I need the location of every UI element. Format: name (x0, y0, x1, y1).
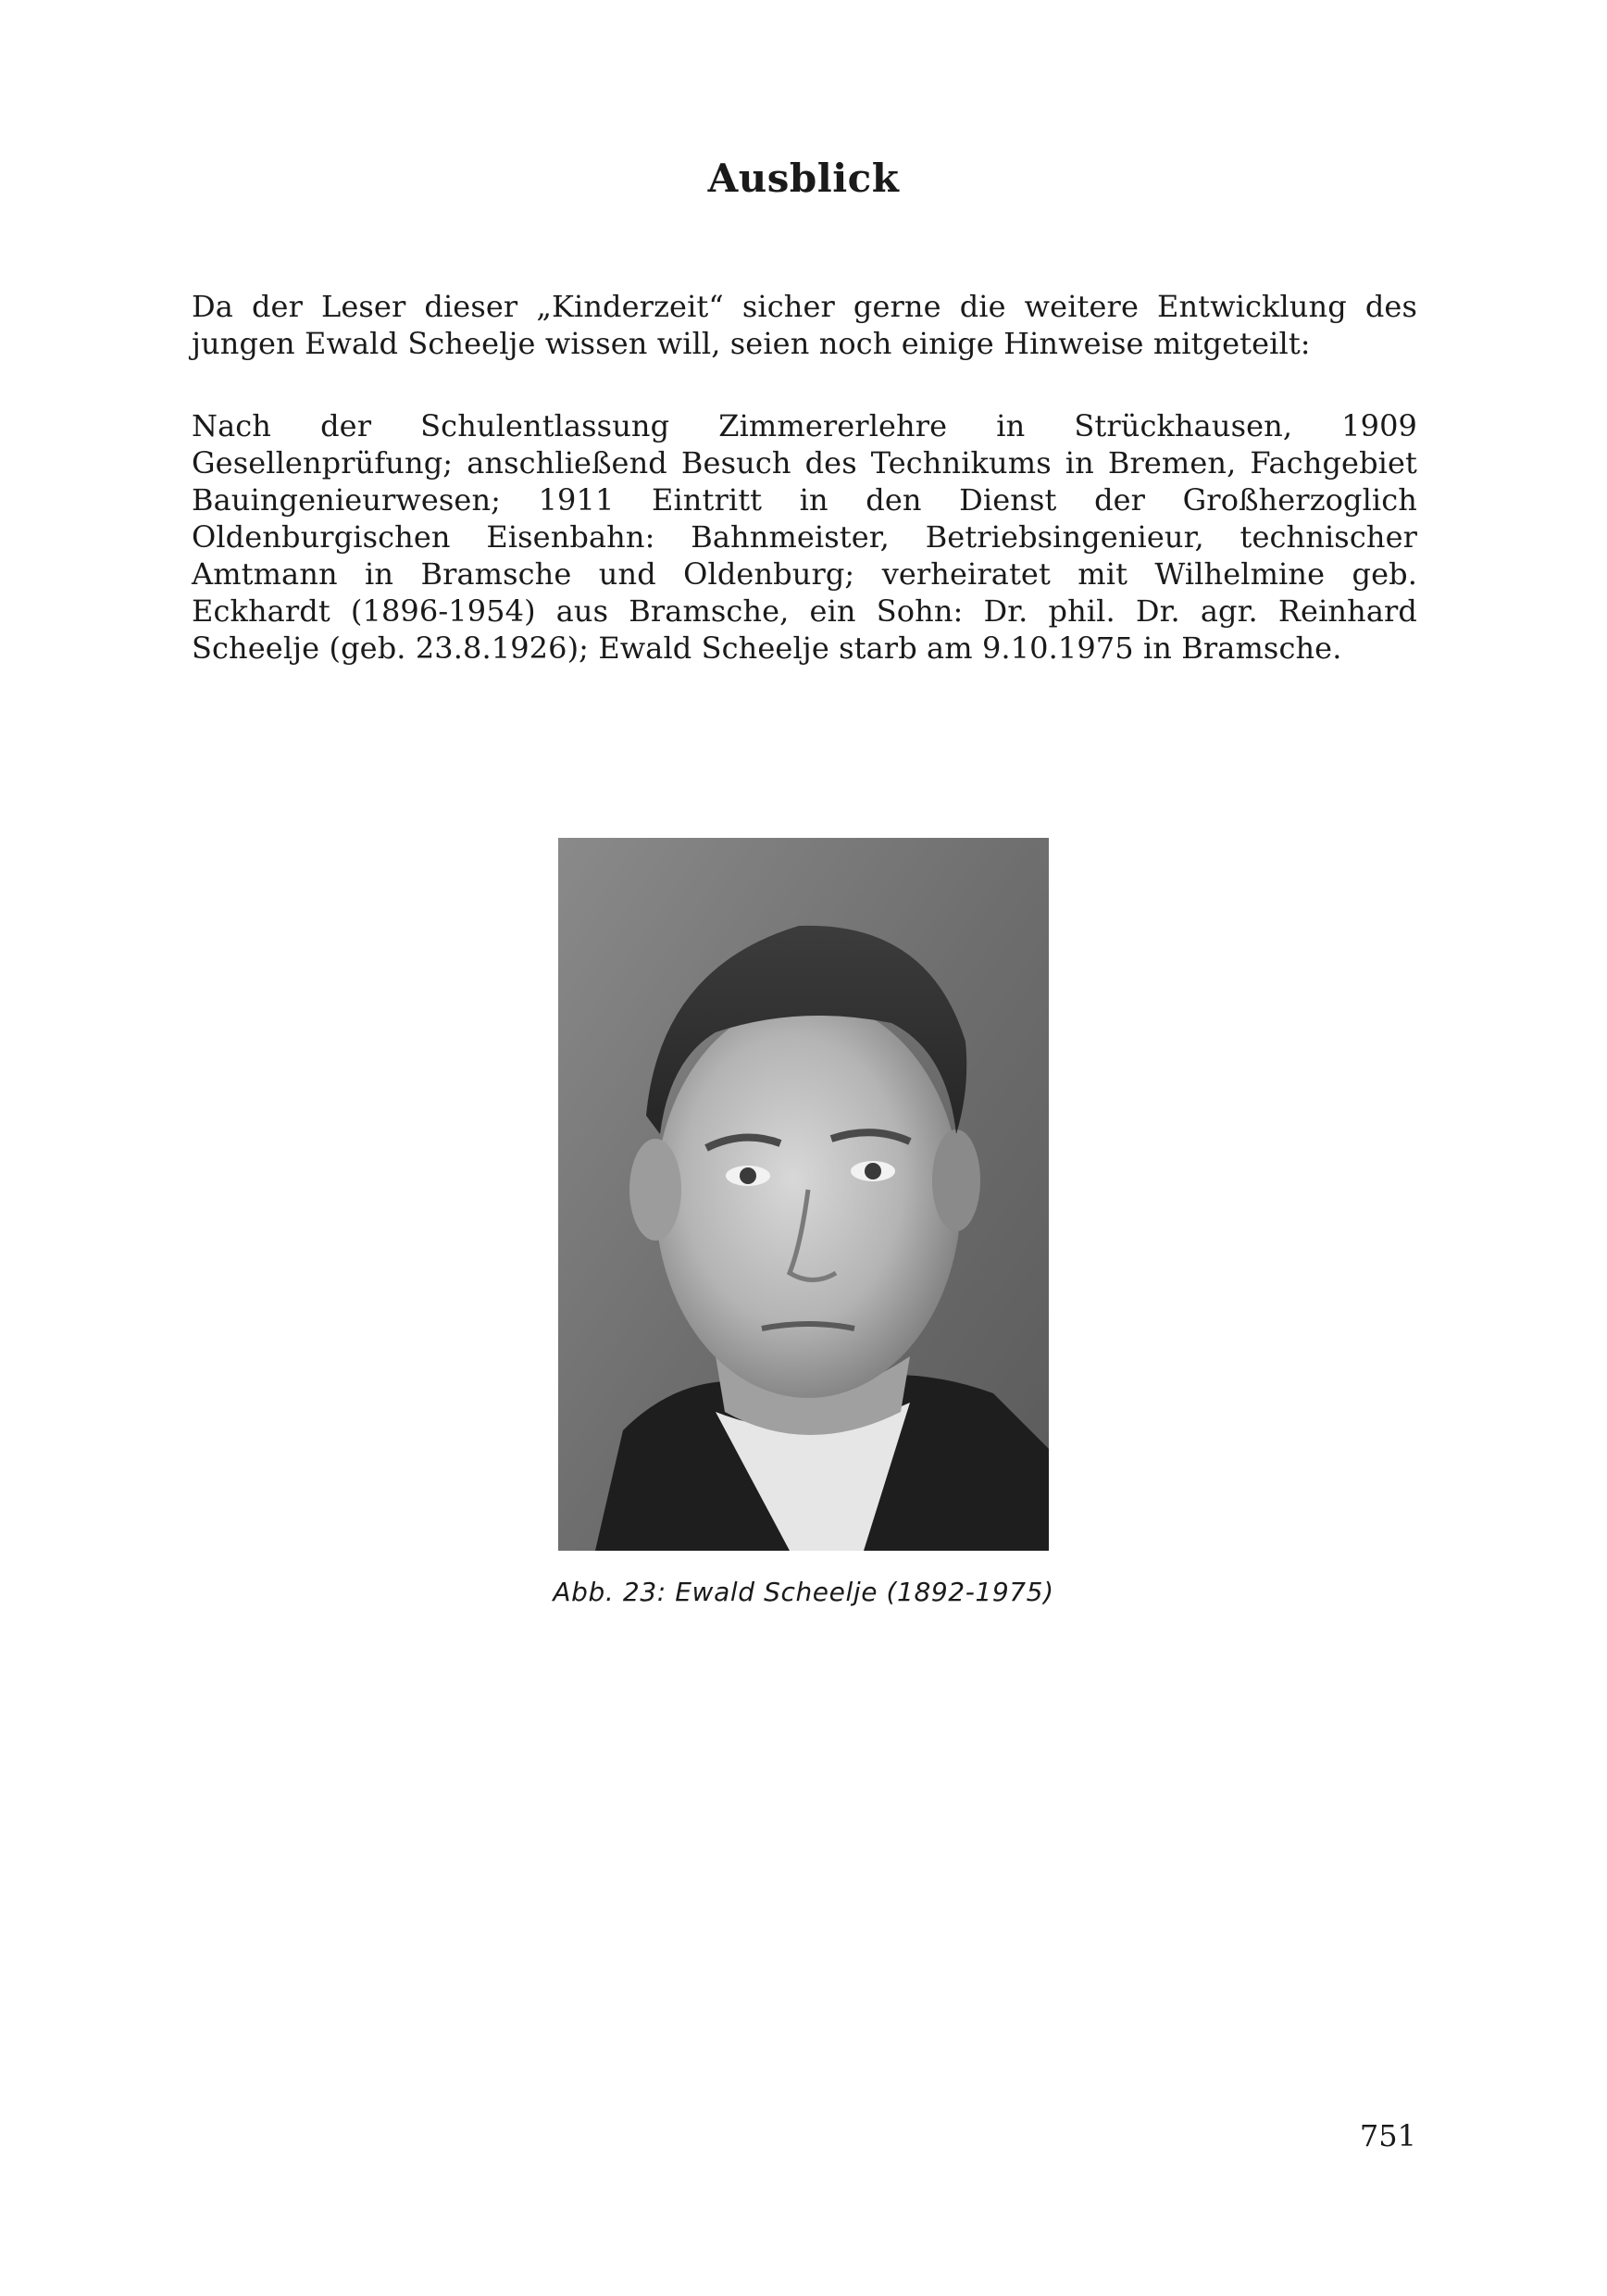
page-title: Ausblick (707, 156, 900, 201)
intro-paragraph: Da der Leser dieser „Kinderzeit“ sicher gerne die weitere Entwicklung des jungen Ewald Scheelje wissen will, seien noch einige Hinweise mitgeteilt: (192, 289, 1417, 361)
figure-caption: Abb. 23: Ewald Scheelje (1892-1975) (553, 1577, 1054, 1607)
portrait-photo (558, 838, 1049, 1551)
portrait-illustration (558, 838, 1049, 1551)
biography-paragraph: Nach der Schulentlassung Zimmererlehre in Strückhausen, 1909 Gesellenprüfung; anschließend Besuch des Technikums in Bremen, Fachgebiet Bauingenieurwesen; 1911 Eintritt in den Dienst der Großherzoglich Oldenburgischen Eisenbahn: Bahnmeister, Betriebsingenieur, technischer Amtmann in Bramsche und Oldenburg; verheiratet mit Wilhelmine geb. Eckhardt (1896-1954) aus Bramsche, ein Sohn: Dr. phil. Dr. agr. Reinhard Scheelje (geb. 23.8.1926); Ewald Scheelje starb am 9.10.1975 in Bramsche. (192, 408, 1417, 666)
page-number: 751 (1359, 2118, 1416, 2153)
